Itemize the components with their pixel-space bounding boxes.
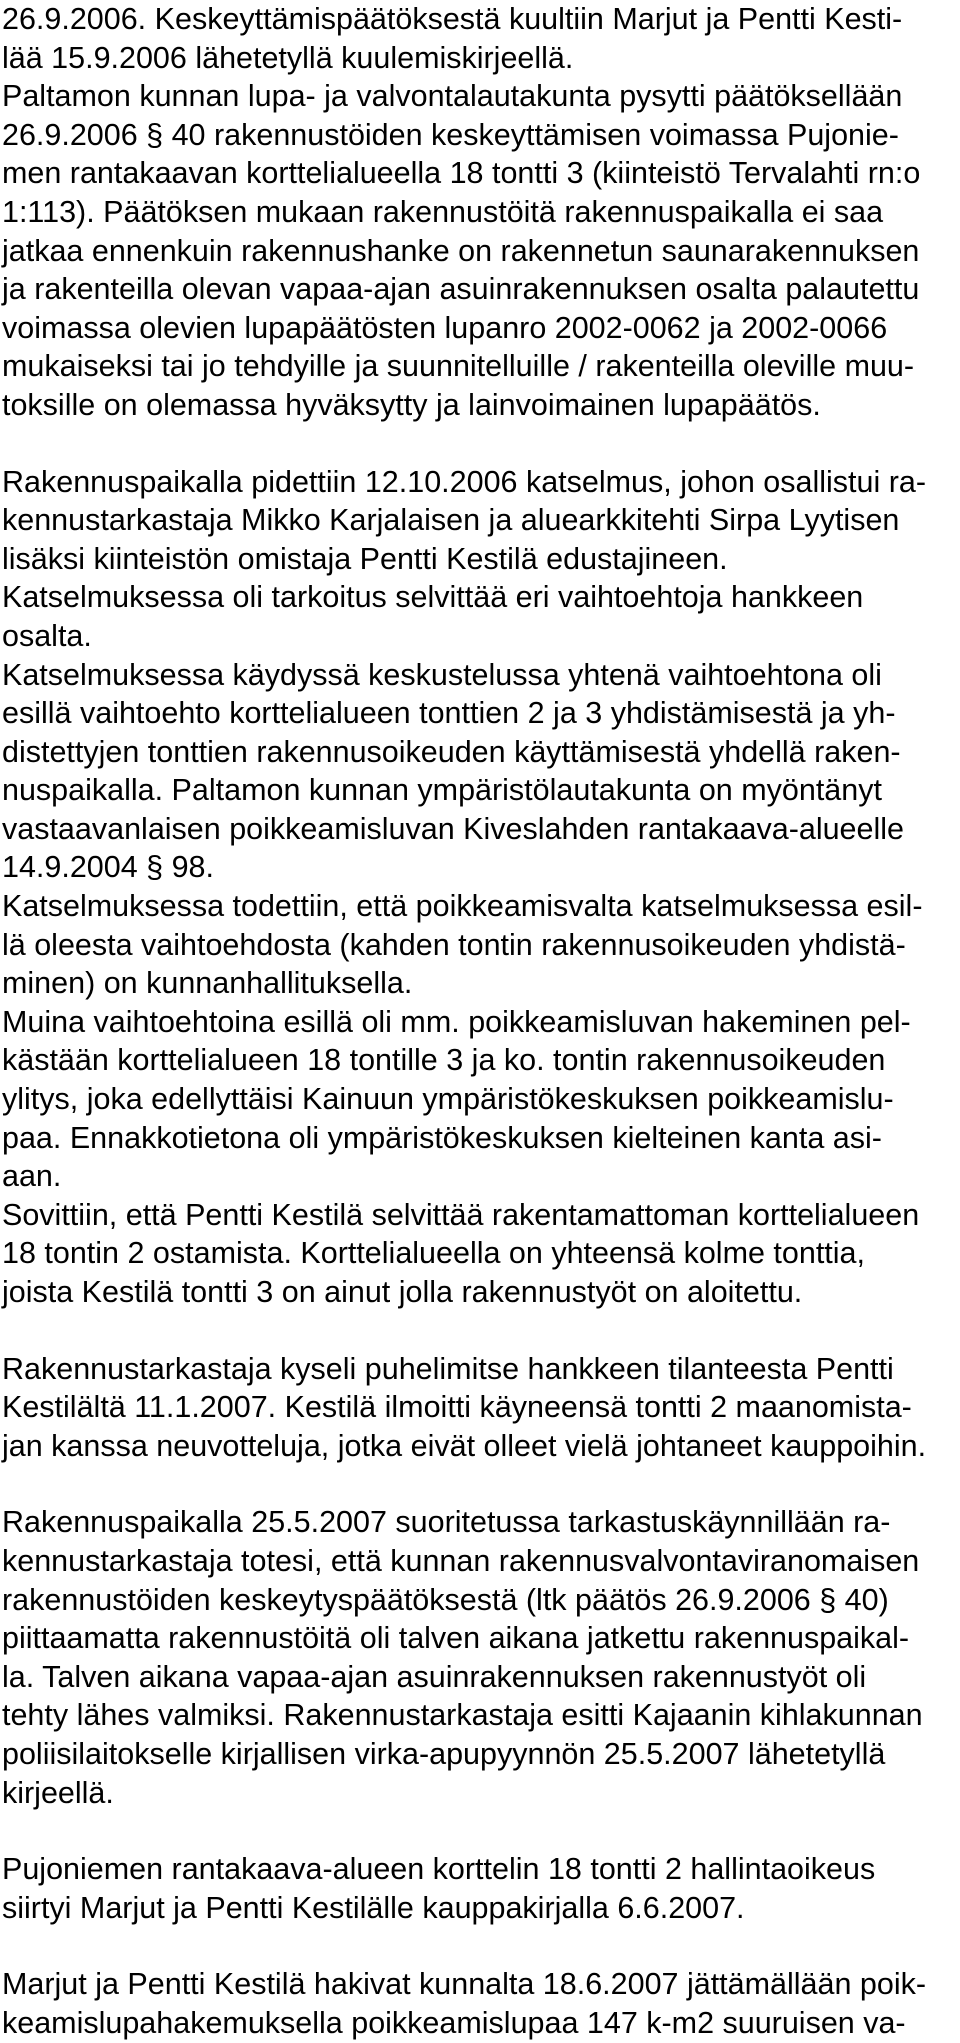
paragraph <box>2 1965 960 2042</box>
text-line: lää 15.9.2006 lähetetyllä kuulemiskirjeellä. <box>2 40 574 75</box>
text-line: 18 tontin 2 ostamista. Korttelialueella on yhteensä kolme tonttia, <box>2 1236 865 1271</box>
paragraph-gap <box>2 1465 960 1503</box>
text-line: jatkaa ennenkuin rakennushanke on rakennetun saunarakennuksen <box>2 233 920 268</box>
text-line: rakennustöiden keskeytyspäätöksestä (ltk päätös 26.9.2006 § 40) <box>2 1582 889 1617</box>
text-line: lisäksi kiinteistön omistaja Pentti Kestilä edustajineen. <box>2 541 728 576</box>
text-line: tehty lähes valmiksi. Rakennustarkastaja esitti Kajaanin kihlakunnan <box>2 1698 923 1733</box>
text-line: vastaavanlaisen poikkeamisluvan Kiveslahden rantakaava-alueelle <box>2 811 904 846</box>
paragraph <box>2 0 960 425</box>
text-line: 26.9.2006 § 40 rakennustöiden keskeyttämisen voimassa Pujonie- <box>2 117 899 152</box>
text-line: esillä vaihtoehto korttelialueen tonttien 2 ja 3 yhdistämisestä ja yh- <box>2 696 896 731</box>
text-line: lä oleesta vaihtoehdosta (kahden tontin rakennusoikeuden yhdistä- <box>2 927 906 962</box>
text-line: siirtyi Marjut ja Pentti Kestilälle kauppakirjalla 6.6.2007. <box>2 1890 745 1925</box>
text-line: Katselmuksessa oli tarkoitus selvittää eri vaihtoehtoja hankkeen <box>2 580 864 615</box>
text-line: minen) on kunnanhallituksella. <box>2 966 413 1001</box>
text-line: la. Talven aikana vapaa-ajan asuinrakennuksen rakennustyöt oli <box>2 1659 867 1694</box>
text-line: Pujoniemen rantakaava-alueen korttelin 18 tontti 2 hallintaoikeus <box>2 1852 876 1887</box>
text-line: 14.9.2004 § 98. <box>2 850 214 885</box>
text-line: nuspaikalla. Paltamon kunnan ympäristölautakunta on myöntänyt <box>2 773 882 808</box>
text-line: Paltamon kunnan lupa- ja valvontalautakunta pysytti päätöksellään <box>2 79 903 114</box>
text-line: Rakennuspaikalla 25.5.2007 suoritetussa tarkastuskäynnillään ra- <box>2 1505 891 1540</box>
text-line: ja rakenteilla olevan vapaa-ajan asuinrakennuksen osalta palautettu <box>2 272 920 307</box>
text-line: 1:113). Päätöksen mukaan rakennustöitä rakennuspaikalla ei saa <box>2 194 884 229</box>
text-line: aan. <box>2 1159 62 1194</box>
paragraph-gap <box>2 1312 960 1350</box>
text-line: keamislupahakemuksella poikkeamislupaa 147 k-m2 suuruisen va- <box>2 2005 906 2040</box>
paragraph <box>2 1503 960 1812</box>
text-line: paa. Ennakkotietona oli ympäristökeskuksen kielteinen kanta asi- <box>2 1120 882 1155</box>
text-line: distettyjen tonttien rakennusoikeuden käyttämisestä yhdellä raken- <box>2 734 901 769</box>
text-line: kennustarkastaja totesi, että kunnan rakennusvalvontaviranomaisen <box>2 1543 920 1578</box>
paragraph <box>2 463 960 1312</box>
text-line: Rakennustarkastaja kyseli puhelimitse hankkeen tilanteesta Pentti <box>2 1351 894 1386</box>
text-line: osalta. <box>2 618 92 653</box>
text-line: jan kanssa neuvotteluja, jotka eivät olleet vielä johtaneet kauppoihin. <box>2 1428 927 1463</box>
text-line: Marjut ja Pentti Kestilä hakivat kunnalta 18.6.2007 jättämällään poik- <box>2 1967 927 2002</box>
text-line: men rantakaavan korttelialueella 18 tontti 3 (kiinteistö Tervalahti rn:o <box>2 156 921 191</box>
text-line: Kestilältä 11.1.2007. Kestilä ilmoitti käyneensä tontti 2 maanomista- <box>2 1390 912 1425</box>
text-line: Katselmuksessa käydyssä keskustelussa yhtenä vaihtoehtona oli <box>2 657 882 692</box>
paragraph <box>2 1350 960 1466</box>
text-line: Rakennuspaikalla pidettiin 12.10.2006 katselmus, johon osallistui ra- <box>2 464 927 499</box>
text-line: toksille on olemassa hyväksytty ja lainvoimainen lupapäätös. <box>2 387 821 422</box>
paragraph <box>2 1850 960 1927</box>
text-line: Muina vaihtoehtoina esillä oli mm. poikkeamisluvan hakeminen pel- <box>2 1004 911 1039</box>
paragraph-gap <box>2 425 960 463</box>
text-line: ylitys, joka edellyttäisi Kainuun ympäristökeskuksen poikkeamislu- <box>2 1082 894 1117</box>
text-line: mukaiseksi tai jo tehdyille ja suunnitelluille / rakenteilla oleville muu- <box>2 349 915 384</box>
text-line: kästään korttelialueen 18 tontille 3 ja ko. tontin rakennusoikeuden <box>2 1043 886 1078</box>
paragraph-gap <box>2 1927 960 1965</box>
text-line: Sovittiin, että Pentti Kestilä selvittää rakentamattoman korttelialueen <box>2 1197 920 1232</box>
text-line: piittaamatta rakennustöitä oli talven aikana jatkettu rakennuspaikal- <box>2 1621 910 1656</box>
text-line: kirjeellä. <box>2 1775 114 1810</box>
text-line: joista Kestilä tontti 3 on ainut jolla rakennustyöt on aloitettu. <box>2 1275 803 1309</box>
text-line: poliisilaitokselle kirjallisen virka-apupyynnön 25.5.2007 lähetetyllä <box>2 1736 886 1771</box>
paragraph-gap <box>2 1812 960 1850</box>
text-line: Katselmuksessa todettiin, että poikkeamisvalta katselmuksessa esil- <box>2 889 923 924</box>
text-line: voimassa olevien lupapäätösten lupanro 2002-0062 ja 2002-0066 <box>2 310 888 345</box>
text-line: kennustarkastaja Mikko Karjalaisen ja aluearkkitehti Sirpa Lyytisen <box>2 503 900 538</box>
text-line: 26.9.2006. Keskeyttämispäätöksestä kuultiin Marjut ja Pentti Kesti- <box>2 2 903 36</box>
